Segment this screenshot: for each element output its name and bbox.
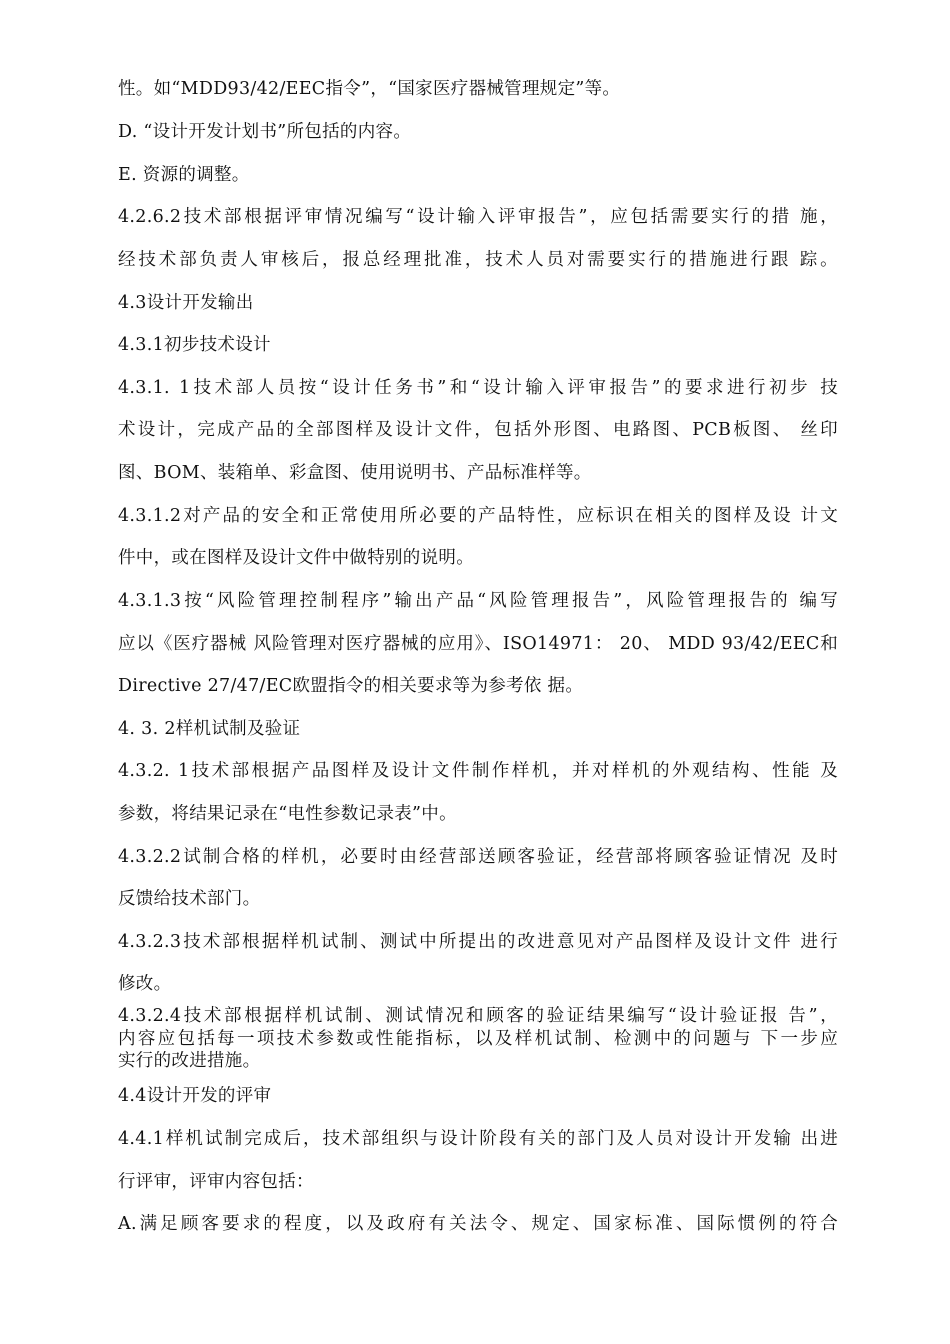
text-line: 4.2.6.2技术部根据评审情况编写“设计输入评审报告”，应包括需要实行的措 施， <box>118 207 838 227</box>
text-line: D. “设计开发计划书”所包括的内容。 <box>118 122 412 142</box>
text-line: 经技术部负责人审核后，报总经理批准，技术人员对需要实行的措施进行跟 踪。 <box>118 250 838 270</box>
text-line: 4.3.2.4技术部根据样机试制、测试情况和顾客的验证结果编写“设计验证报 告”， <box>118 1006 838 1026</box>
text-line: 术设计，完成产品的全部图样及设计文件，包括外形图、电路图、PCB板图、 丝印 <box>118 420 838 440</box>
text-line: 4.3.1.3按“风险管理控制程序”输出产品“风险管理报告”，风险管理报告的 编写 <box>118 591 838 611</box>
text-line: 行评审，评审内容包括： <box>118 1172 314 1192</box>
text-line: 4.3.2.3技术部根据样机试制、测试中所提出的改进意见对产品图样及设计文件 进行 <box>118 932 838 952</box>
text-line: 性。如“MDD93/42/EEC指令”，“国家医疗器械管理规定”等。 <box>118 79 621 99</box>
text-line: 图、BOM、装箱单、彩盒图、使用说明书、产品标准样等。 <box>118 463 592 483</box>
text-line: 实行的改进措施。 <box>118 1051 261 1071</box>
text-line: 应以《医疗器械 风险管理对医疗器械的应用》、ISO14971： 20、 MDD 93/42/EEC和 <box>118 634 838 654</box>
section-heading: 4.4设计开发的评审 <box>118 1086 272 1106</box>
subsection-heading: 4.3.1初步技术设计 <box>118 335 271 355</box>
text-line: E. 资源的调整。 <box>118 165 250 185</box>
text-line: A.满足顾客要求的程度，以及政府有关法令、规定、国家标准、国际惯例的符合 <box>118 1214 838 1234</box>
text-line: 4.3.2.2试制合格的样机，必要时由经营部送顾客验证，经营部将顾客验证情况 及时 <box>118 847 838 867</box>
text-line: 4.3.2. 1技术部根据产品图样及设计文件制作样机，并对样机的外观结构、性能 及 <box>118 761 838 781</box>
section-heading: 4.3设计开发输出 <box>118 293 254 313</box>
subsection-heading: 4. 3. 2样机试制及验证 <box>118 719 301 739</box>
text-line: Directive 27/47/EC欧盟指令的相关要求等为参考依 据。 <box>118 676 584 696</box>
text-line: 4.3.1. 1技术部人员按“设计任务书”和“设计输入评审报告”的要求进行初步 技 <box>118 378 838 398</box>
text-line: 4.3.1.2对产品的安全和正常使用所必要的产品特性，应标识在相关的图样及设 计文 <box>118 506 838 526</box>
text-line: 反馈给技术部门。 <box>118 889 261 909</box>
text-line: 件中，或在图样及设计文件中做特别的说明。 <box>118 548 474 568</box>
text-line: 4.4.1样机试制完成后，技术部组织与设计阶段有关的部门及人员对设计开发输 出进 <box>118 1129 838 1149</box>
text-line: 参数，将结果记录在“电性参数记录表”中。 <box>118 804 457 824</box>
text-line: 内容应包括每一项技术参数或性能指标，以及样机试制、检测中的问题与 下一步应 <box>118 1029 838 1049</box>
text-line: 修改。 <box>118 974 172 994</box>
